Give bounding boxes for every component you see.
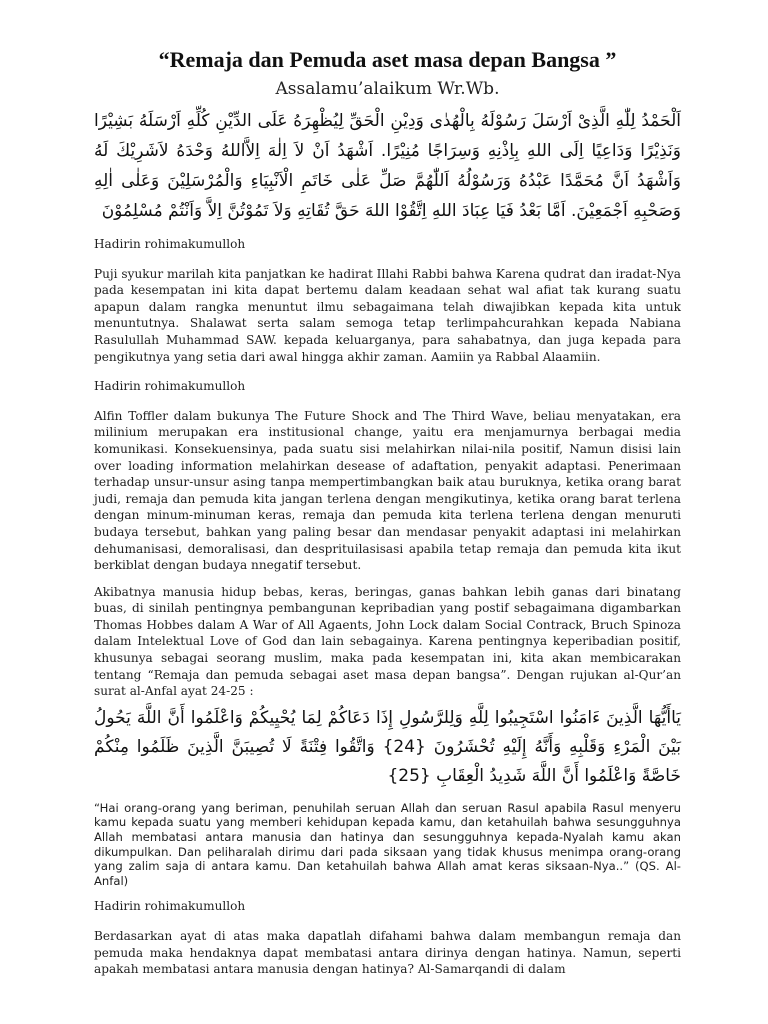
section-heading-3: Hadirin rohimakumulloh [94,899,246,914]
paragraph-2: Alfin Toffler dalam bukunya The Future Shock and The Third Wave, beliau menyatakan, era milinium merupakan era institusional change, yaitu era menjamurnya berbagai media komunikasi. Konsekuensinya, pada suatu sisi melahirkan nilai-nila positif, Namun disisi lain over loading information melahirkan desease of adaftation, penyakit adaptasi. Penerimaan terhadap unsur-unsur asing tanpa mempertimbangkan baik atau buruknya, ketika orang barat judi, remaja dan pemuda kita jangan terlena dengan mengikutinya, ketika orang barat terlena dengan minum-minuman keras, remaja dan pemuda kita terlena terlena dengan menuruti budaya tersebut, bahkan yang paling besar dan mendasar penyakit adaptasi ini melahirkan dehumanisasi, demoralisasi, dan desprituilasisasi apabila tetap remaja dan pemuda kita ikut berkiblat dengan budaya nnegatif tersebut. [94,408,681,573]
section-heading-2: Hadirin rohimakumulloh [94,379,246,394]
greeting: Assalamu’alaikum Wr.Wb. [275,79,500,99]
section-heading-1: Hadirin rohimakumulloh [94,237,246,251]
paragraph-4: Berdasarkan ayat di atas maka dapatlah difahami bahwa dalam membangun remaja dan pemuda maka hendaknya dapat membatasi antara dirinya dengan hatinya. Namun, seperti apakah membatasi antara manusia dengan hatinya? Al-Samarqandi di dalam [94,929,681,977]
document-title: “Remaja dan Pemuda aset masa depan Bangsa ” [158,47,617,72]
opening-arabic-prayer: اَلْحَمْدُ لِلّٰهِ الَّذِىْ اَرْسَلَ رَسُوْلَهُ بِالْهُدٰى وَدِيْنِ الْحَقِّ لِيُظْهِرَهُ عَلَى الدِّيْنِ كُلِّهِ اَرْسَلَهُ بَشِيْرًا وَنَذِيْرًا وَدَاعِيًا اِلَى اللهِ بِاِذْنِهِ وَسِرَاجًا مُنِيْرًا. اَشْهَدُ اَنْ لاَ اِلٰهَ اِلاَّاللهُ وَحْدَهُ لاَشَرِيْكَ لَهُ وَاَشْهَدُ اَنَّ مُحَمَّدًا عَبْدُهُ وَرَسُوْلُهُ اَللّٰهُمَّ صَلِّ عَلٰى خَاتَمِ الْاَنْبِيَاءِ وَالْمُرْسَلِيْنَ وَعَلٰى اٰلِهِ وَصَحْبِهِ اَجْمَعِيْنَ. اَمَّا بَعْدُ فَيَا عِبَادَ اللهِ اِتَّقُوْا اللهَ حَقَّ تُقَاتِهِ وَلاَ تَمُوْتُنَّ اِلاَّ وَاَنْتُمْ مُسْلِمُوْنَ [94,111,681,221]
paragraph-3: Akibatnya manusia hidup bebas, keras, beringas, ganas bahkan lebih ganas dari binatang buas, di sinilah pentingnya pembangunan kepribadian yang postif sebagaimana digambarkan Thomas Hobbes dalam A War of All Agaents, John Lock dalam Social Contrack, Bruch Spinoza dalam Intelektual Love of God dan lain sebagainya. Karena pentingnya keperibadian positif, khusunya sebagai seorang muslim, maka pada kesempatan ini, kita akan membicarakan tentang “Remaja dan pemuda sebagai aset masa depan bangsa”. Dengan rujukan al-Qur’an surat al-Anfal ayat 24-25 : [94,584,681,699]
quran-verse-arabic: يَاأَيُّهَا الَّذِينَ ءَامَنُوا اسْتَجِيبُوا لِلَّهِ وَلِلرَّسُولِ إِذَا دَعَاكُمْ لِمَا يُحْيِيكُمْ وَاعْلَمُوا أَنَّ اللَّهَ يَحُولُ بَيْنَ الْمَرْءِ وَقَلْبِهِ وَأَنَّهُ إِلَيْهِ تُحْشَرُونَ {24} وَاتَّقُوا فِتْنَةً لَا تُصِيبَنَّ الَّذِينَ ظَلَمُوا مِنْكُمْ خَاصَّةً وَاعْلَمُوا أَنَّ اللَّهَ شَدِيدُ الْعِقَابِ {25} [94,707,681,786]
paragraph-1: Puji syukur marilah kita panjatkan ke hadirat Illahi Rabbi bahwa Karena qudrat dan iradat-Nya pada kesempatan ini kita dapat bertemu dalam keadaan sehat wal afiat tak kurang suatu apapun dalam rangka menuntut ilmu sebagaimana telah diwajibkan kepada kita untuk menuntutnya. Shalawat serta salam semoga tetap terlimpahcurahkan kepada Nabiana Rasulullah Muhammad SAW. kepada keluarganya, para sahabatnya, dan juga kepada para pengikutnya yang setia dari awal hingga akhir zaman. Aamiin ya Rabbal Alaamiin. [94,266,681,364]
verse-translation: “Hai orang-orang yang beriman, penuhilah seruan Allah dan seruan Rasul apabila Rasul menyeru kamu kepada suatu yang memberi kehidupan kepada kamu, dan ketahuilah bahwa sesungguhnya Allah membatasi antara manusia dan hatinya dan sesungguhnya kepada-Nyalah kamu akan dikumpulkan. Dan peliharalah dirimu dari pada siksaan yang tidak khusus menimpa orang-orang yang zalim saja di antara kamu. Dan ketahuilah bahwa Allah amat keras siksaan-Nya..” (QS. Al-Anfal) [94,800,681,888]
